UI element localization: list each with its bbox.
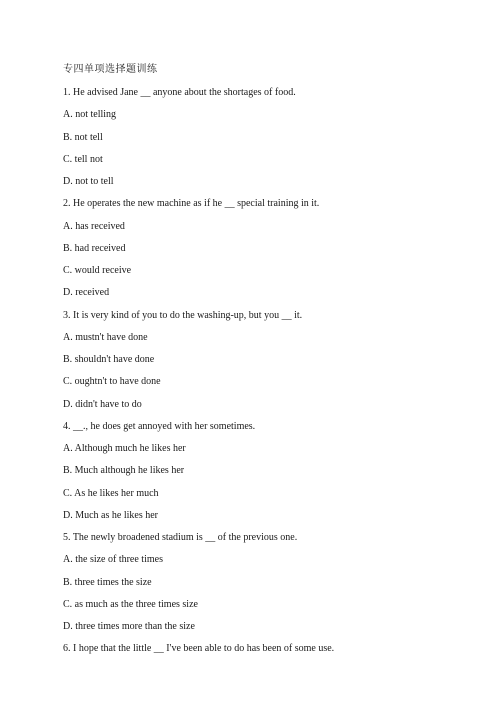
answer-option: C. As he likes her much — [63, 487, 159, 499]
question-stem: 1. He advised Jane __ anyone about the shortages of food. — [63, 87, 296, 98]
question-stem: 6. I hope that the little __ I've been able to do has been of some use. — [63, 643, 335, 655]
question-stem: 3. It is very kind of you to do the washing-up, but you __ it. — [63, 309, 303, 321]
answer-option: A. mustn't have done — [63, 331, 148, 343]
answer-option: A. Although much he likes her — [63, 443, 186, 454]
answer-option: C. oughtn't to have done — [63, 376, 161, 388]
answer-option: B. three times the size — [63, 576, 152, 588]
answer-option: D. three times more than the size — [63, 621, 195, 632]
answer-option: C. would receive — [63, 265, 132, 276]
answer-option: C. tell not — [63, 153, 103, 165]
answer-option: D. received — [63, 287, 110, 299]
question-list — [63, 86, 463, 665]
answer-option: D. didn't have to do — [63, 398, 142, 410]
answer-option: B. not tell — [63, 131, 103, 143]
document-title: 专四单项选择题训练 — [63, 64, 158, 75]
answer-option: A. not telling — [63, 109, 117, 121]
question-stem: 4. __., he does get annoyed with her sometimes. — [63, 420, 256, 432]
question-stem: 5. The newly broadened stadium is __ of the previous one. — [63, 532, 298, 543]
answer-option: D. not to tell — [63, 176, 114, 187]
answer-option: C. as much as the three times size — [63, 598, 198, 610]
answer-option: B. had received — [63, 242, 126, 254]
answer-option: D. Much as he likes her — [63, 509, 158, 521]
question-stem: 2. He operates the new machine as if he __ special training in it. — [63, 198, 320, 210]
answer-option: B. Much although he likes her — [63, 465, 185, 477]
answer-option: B. shouldn't have done — [63, 354, 155, 365]
answer-option: A. has received — [63, 220, 125, 232]
answer-option: A. the size of three times — [63, 554, 163, 566]
